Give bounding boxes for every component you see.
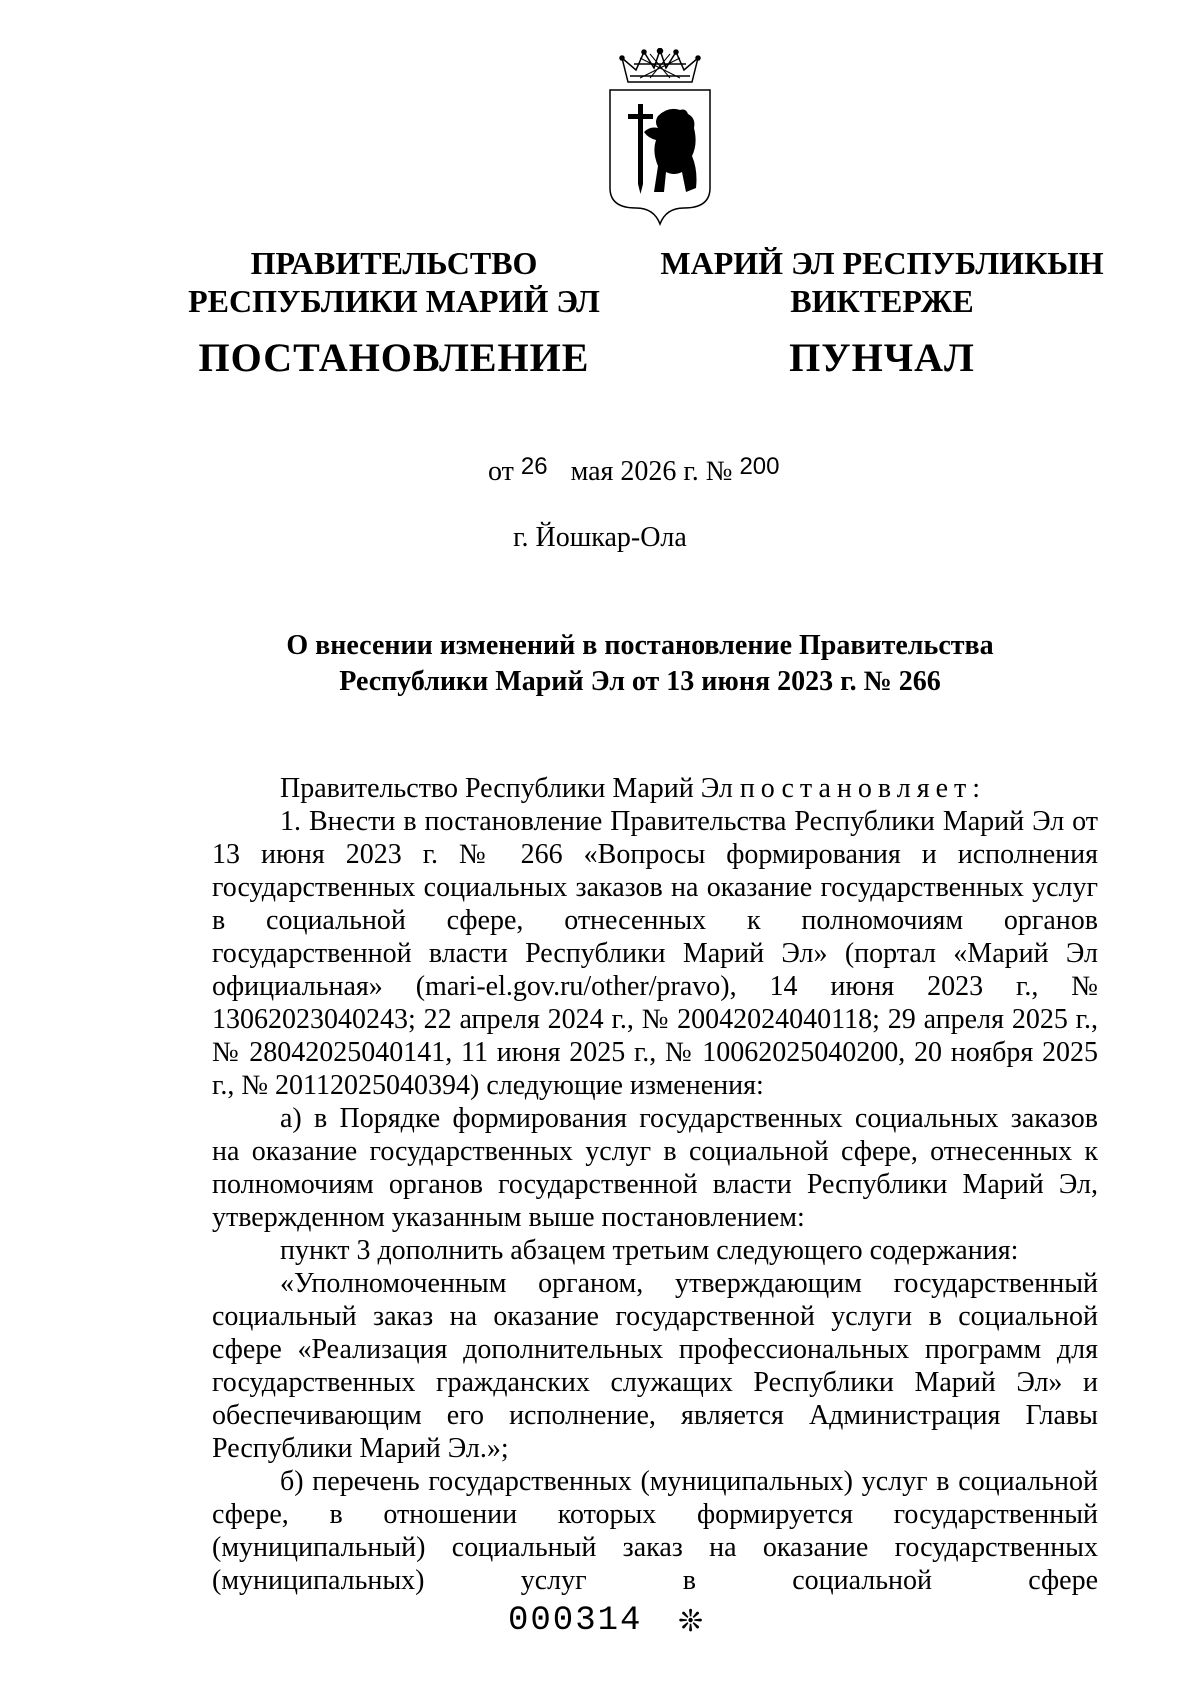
- footer-mark: ❊: [678, 1605, 704, 1638]
- intro-lead: Правительство Республики Марий Эл: [280, 773, 733, 804]
- date-prefix: от: [488, 456, 514, 487]
- paragraph-a-item: пункт 3 дополнить абзацем третьим следующего содержания:: [280, 1235, 1019, 1266]
- bear-with-sword-icon: [628, 104, 697, 194]
- document-number: 200: [739, 453, 780, 480]
- date-day: 26: [520, 453, 548, 480]
- title-line-2: Республики Марий Эл от 13 июня 2023 г. № 266: [339, 666, 941, 697]
- document-type-ru: ПОСТАНОВЛЕНИЕ: [198, 335, 590, 380]
- government-line-1: ПРАВИТЕЛЬСТВО: [250, 245, 538, 281]
- government-line-2: РЕСПУБЛИКИ МАРИЙ ЭЛ: [188, 283, 600, 319]
- header-right: [652, 244, 1112, 380]
- crown-icon: [620, 49, 700, 83]
- coat-of-arms-emblem: [600, 48, 720, 228]
- quote-paragraph: «Уполномоченным органом, утверждающим государственный социальный заказ на оказание государственной услуги в социальной сфере «Реализация дополнительных профессиональных программ для государственных гражданских служащих Республики Марий Эл» и обеспечивающим его исполнение, является Администрация Главы Республики Марий Эл.»;: [212, 1268, 1098, 1464]
- date-line: [488, 453, 780, 488]
- paragraph-a: а) в Порядке формирования государственных социальных заказов на оказание государственных услуг в социальной сфере, отнесенных к полномочиям органов государственной власти Республики Марий Эл, утвержденном указанным выше постановлением:: [212, 1103, 1098, 1233]
- city-line: г. Йошкар-Ола: [513, 522, 687, 553]
- government-line-2-mari: ВИКТЕРЖЕ: [790, 283, 974, 319]
- paragraph-1: 1. Внести в постановление Правительства Республики Марий Эл от 13 июня 2023 г. № 266 «Вопросы формирования и исполнения государственных социальных заказов на оказание государственных услуг в социальной сфере, отнесенных к полномочиям органов государственной власти Республики Марий Эл» (портал «Марий Эл официальная» (mari-el.gov.ru/other/pravo), 14 июня 2023 г., № 13062023040243; 22 апреля 2024 г., № 20042024040118; 29 апреля 2025 г., № 28042025040141, 11 июня 2025 г., № 10062025040200, 20 ноября 2025 г., № 20112025040394) следующие изменения:: [212, 806, 1098, 1101]
- date-month-year: мая 2026 г. №: [570, 456, 733, 487]
- document-body: [212, 772, 1098, 1597]
- serial-number: 000314: [508, 1602, 643, 1640]
- intro-paragraph: [212, 772, 1098, 805]
- title-line-1: О внесении изменений в постановление Правительства: [286, 630, 994, 661]
- paragraph-b: б) перечень государственных (муниципальных) услуг в социальной сфере, в отношении которых формируется государственный (муниципальный) социальный заказ на оказание государственных (муниципальных) услуг в социальной сфере: [212, 1466, 1098, 1596]
- intro-verb: постановляет:: [739, 773, 987, 804]
- header-left: [184, 244, 604, 380]
- document-title: [200, 628, 1080, 700]
- document-type-mari: ПУНЧАЛ: [789, 335, 975, 380]
- government-line-1-mari: МАРИЙ ЭЛ РЕСПУБЛИКЫН: [660, 245, 1104, 281]
